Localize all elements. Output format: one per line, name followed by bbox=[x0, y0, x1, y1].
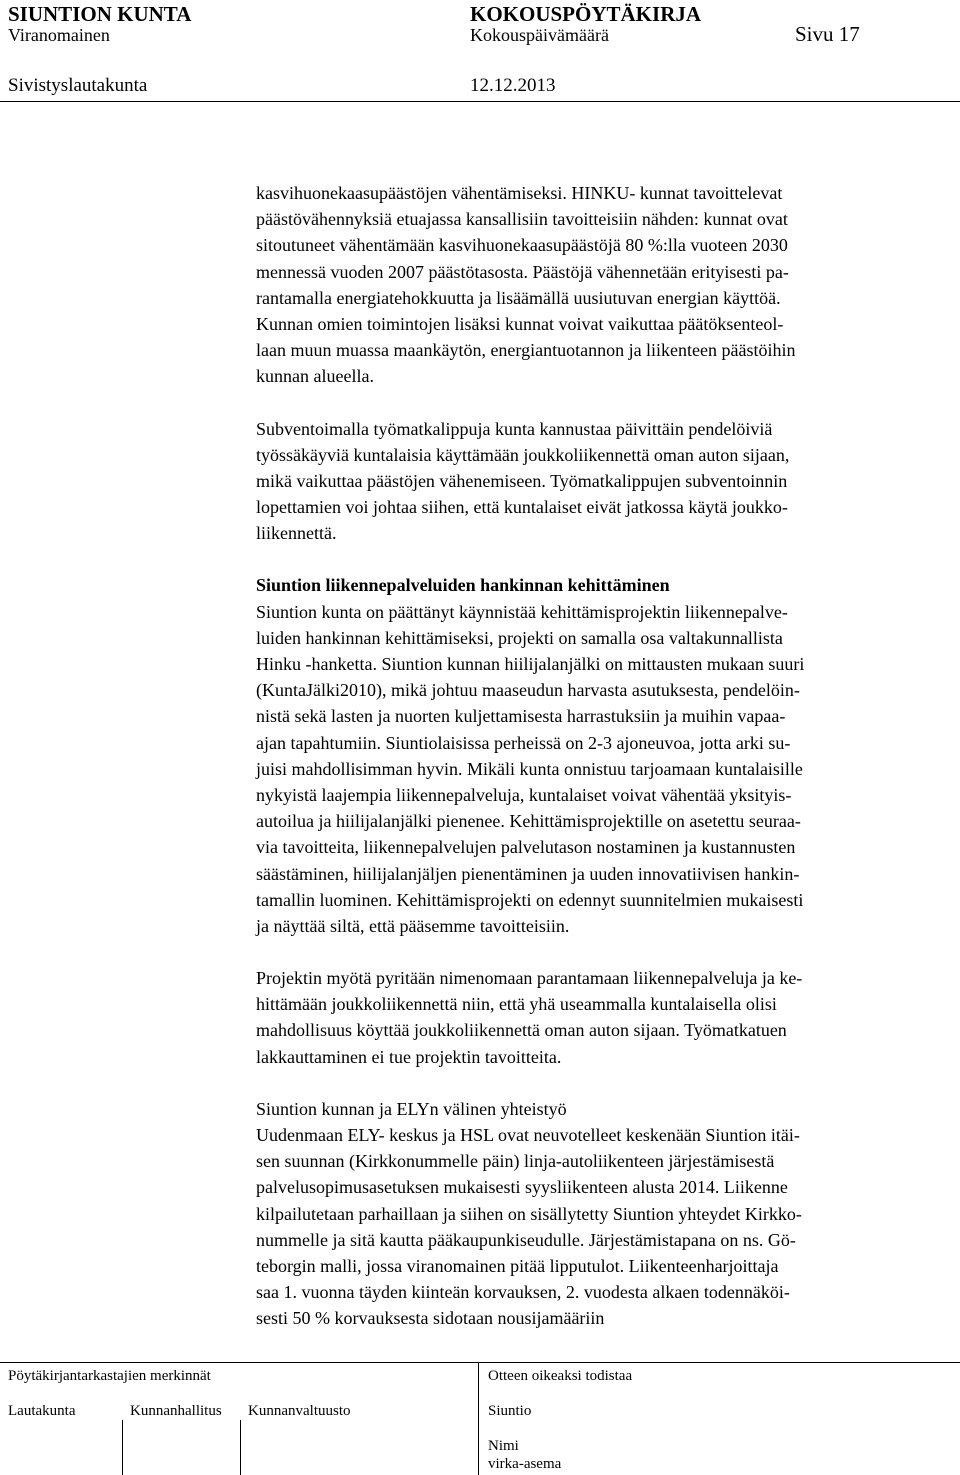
text-line: lopettamien voi johtaa siihen, että kuntalaiset eivät jatkossa käytä joukko- bbox=[256, 497, 788, 518]
text-line: palvelusopimusasetuksen mukaisesti syysliikenteen alusta 2014. Liikenne bbox=[256, 1177, 788, 1198]
text-line: mennessä vuoden 2007 päästötasosta. Päästöjä vähennetään erityisesti pa- bbox=[256, 261, 789, 282]
text-line: Projektin myötä pyritään nimenomaan parantamaan liikennepalveluja ja ke- bbox=[256, 968, 803, 989]
text-line: työssäkäyviä kuntalaisia käyttämään joukkoliikennettä oman auton sijaan, bbox=[256, 444, 790, 465]
text-line: mikä vaikuttaa päästöjen vähenemiseen. Työmatkalippujen subventoinnin bbox=[256, 470, 788, 491]
text-line: autoilua ja hiilijalanjälki pienenee. Kehittämisprojektille on asetettu seuraa- bbox=[256, 811, 801, 832]
text-line: nykyistä laajempia liikennepalveluja, kuntalaiset voivat vähentää yksityis- bbox=[256, 784, 792, 805]
paragraph-5 bbox=[256, 1096, 956, 1332]
text-line: kilpailutetaan parhaillaan ja siihen on sisällytetty Siuntion yhteydet Kirkko- bbox=[256, 1203, 802, 1224]
text-line: Uudenmaan ELY- keskus ja HSL ovat neuvotelleet keskenään Siuntion itäi- bbox=[256, 1125, 800, 1145]
text-line: kasvihuonekaasupäästöjen vähentämiseksi. HINKU- kunnat tavoittelevat bbox=[256, 183, 783, 203]
footer-col-lautakunta: Lautakunta bbox=[8, 1403, 76, 1419]
footer-col-divider-1 bbox=[122, 1420, 123, 1475]
footer-job-title: virka-asema bbox=[488, 1456, 562, 1472]
text-line: saa 1. vuonna täyden kiinteän korvauksen, 2. vuodesta alkaen todennäköi- bbox=[256, 1282, 790, 1303]
header-divider bbox=[0, 101, 960, 102]
text-line: päästövähennyksiä etuajassa kansallisiin tavoitteisiin nähden: kunnat ovat bbox=[256, 209, 788, 230]
meeting-date: 12.12.2013 bbox=[470, 75, 556, 96]
authority-name: Sivistyslautakunta bbox=[8, 75, 148, 96]
footer-col-divider-2 bbox=[240, 1420, 241, 1475]
text-line: mahdollisuus köyttää joukkoliikennettä oman auton sijaan. Työmatkatuen bbox=[256, 1020, 787, 1041]
footer-reviewers-title: Pöytäkirjantarkastajien merkinnät bbox=[8, 1368, 211, 1384]
text-line: rantamalla energiatehokkuutta ja lisäämällä uusiutuvan energian käyttöä. bbox=[256, 287, 781, 308]
text-line: kunnan alueella. bbox=[256, 366, 374, 387]
date-label: Kokouspäivämäärä bbox=[470, 25, 609, 45]
text-line: lakkauttaminen ei tue projektin tavoitteita. bbox=[256, 1046, 562, 1067]
text-line: Kunnan omien toimintojen lisäksi kunnat voivat vaikuttaa päätöksenteol- bbox=[256, 313, 784, 334]
text-line: sesti 50 % korvauksesta sidotaan nousijamääriin bbox=[256, 1308, 605, 1329]
footer-col-kunnanhallitus: Kunnanhallitus bbox=[130, 1403, 222, 1419]
text-line: luiden hankinnan kehittämiseksi, projekti on samalla osa valtakunnallista bbox=[256, 627, 783, 648]
text-line: ajan tapahtumiin. Siuntiolaisissa perheissä on 2-3 ajoneuvoa, jotta arki su- bbox=[256, 732, 791, 753]
text-line: teborgin malli, jossa viranomainen pitää lipputulot. Liikenteenharjoittaja bbox=[256, 1255, 779, 1276]
paragraph-2 bbox=[256, 416, 956, 547]
paragraph-3 bbox=[256, 572, 956, 939]
text-line: säästäminen, hiilijalanjäljen pienentäminen ja uuden innovatiivisen hankin- bbox=[256, 863, 800, 884]
org-name: SIUNTION KUNTA bbox=[8, 2, 192, 26]
text-line: juisi mahdollisimman hyvin. Mikäli kunta onnistuu tarjoamaan kuntalaisille bbox=[256, 758, 803, 779]
footer-col-kunnanvaltuusto: Kunnanvaltuusto bbox=[248, 1403, 351, 1419]
authority-label: Viranomainen bbox=[8, 25, 110, 45]
footer-certify-title: Otteen oikeaksi todistaa bbox=[488, 1368, 633, 1384]
text-line: Siuntion kunnan ja ELYn välinen yhteistyö bbox=[256, 1098, 567, 1119]
paragraph-1 bbox=[256, 180, 956, 390]
footer-place: Siuntio bbox=[488, 1403, 532, 1419]
text-line: tamallin luominen. Kehittämisprojekti on edennyt suunnitelmien mukaisesti bbox=[256, 889, 804, 910]
text-line: ja näyttää siltä, että pääsemme tavoitteisiin. bbox=[256, 915, 570, 936]
text-line: Subventoimalla työmatkalippuja kunta kannustaa päivittäin pendelöiviä bbox=[256, 418, 773, 439]
text-line: sen suunnan (Kirkkonummelle päin) linja-autoliikenteen järjestämisestä bbox=[256, 1151, 775, 1172]
text-line: liikennettä. bbox=[256, 523, 337, 544]
text-line: (KuntaJälki2010), mikä johtuu maaseudun harvasta asutuksesta, pendelöin- bbox=[256, 680, 800, 701]
text-line: sitoutuneet vähentämään kasvihuonekaasupäästöjä 80 %:lla vuoteen 2030 bbox=[256, 235, 788, 256]
text-line: Hinku -hanketta. Siuntion kunnan hiilijalanjälki on mittausten mukaan suuri bbox=[256, 654, 805, 674]
paragraph-4 bbox=[256, 965, 956, 1070]
document-type: KOKOUSPÖYTÄKIRJA bbox=[470, 2, 702, 26]
footer-name: Nimi bbox=[488, 1438, 519, 1454]
page-number: Sivu 17 bbox=[795, 22, 860, 46]
footer-center-divider bbox=[478, 1362, 479, 1475]
text-line: nistä sekä lasten ja nuorten kuljettamisesta harrastuksiin ja muihin vapaa- bbox=[256, 706, 786, 727]
text-line: Siuntion kunta on päättänyt käynnistää kehittämisprojektin liikennepalve- bbox=[256, 601, 788, 622]
text-line: hittämään joukkoliikennettä niin, että yhä useammalla kuntalaisella olisi bbox=[256, 994, 777, 1015]
text-line: via tavoitteita, liikennepalvelujen palvelutason nostaminen ja kustannusten bbox=[256, 837, 796, 858]
body bbox=[256, 180, 956, 1358]
text-line: laan muun muassa maankäytön, energiantuotannon ja liikenteen päästöihin bbox=[256, 340, 796, 361]
text-line: nummelle ja sitä kautta pääkaupunkiseudulle. Järjestämistapana on ns. Gö- bbox=[256, 1229, 796, 1250]
footer-divider bbox=[0, 1362, 960, 1363]
section-heading: Siuntion liikennepalveluiden hankinnan kehittäminen bbox=[256, 575, 670, 596]
